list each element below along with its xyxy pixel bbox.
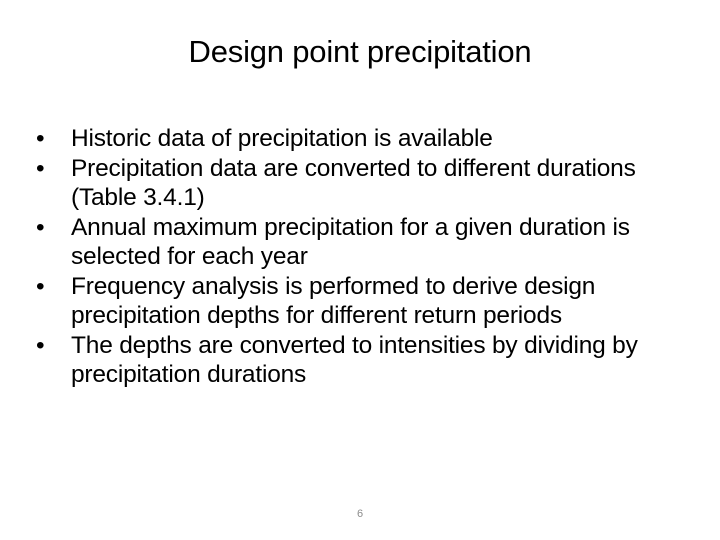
bullet-icon: • [36, 125, 45, 152]
bullet-text: Annual maximum precipitation for a given duration is selected for each year [71, 213, 630, 270]
bullet-item [36, 272, 686, 331]
bullet-icon: • [36, 331, 45, 359]
bullet-text: Frequency analysis is performed to derive design precipitation depths for different return periods [71, 272, 596, 329]
bullet-item [36, 213, 686, 272]
bullet-icon: • [36, 213, 45, 241]
bullet-icon: • [36, 272, 45, 300]
bullet-item [36, 331, 686, 390]
slide-title: Design point precipitation [188, 34, 532, 69]
bullet-item [36, 154, 686, 213]
bullet-list [36, 124, 686, 390]
bullet-text: The depths are converted to intensities by dividing by precipitation durations [71, 331, 638, 388]
bullet-icon: • [36, 154, 45, 182]
bullet-text: Historic data of precipitation is available [71, 125, 493, 152]
bullet-text: Precipitation data are converted to different durations (Table 3.4.1) [71, 154, 636, 211]
bullet-item [36, 124, 686, 154]
page-number: 6 [356, 508, 364, 520]
